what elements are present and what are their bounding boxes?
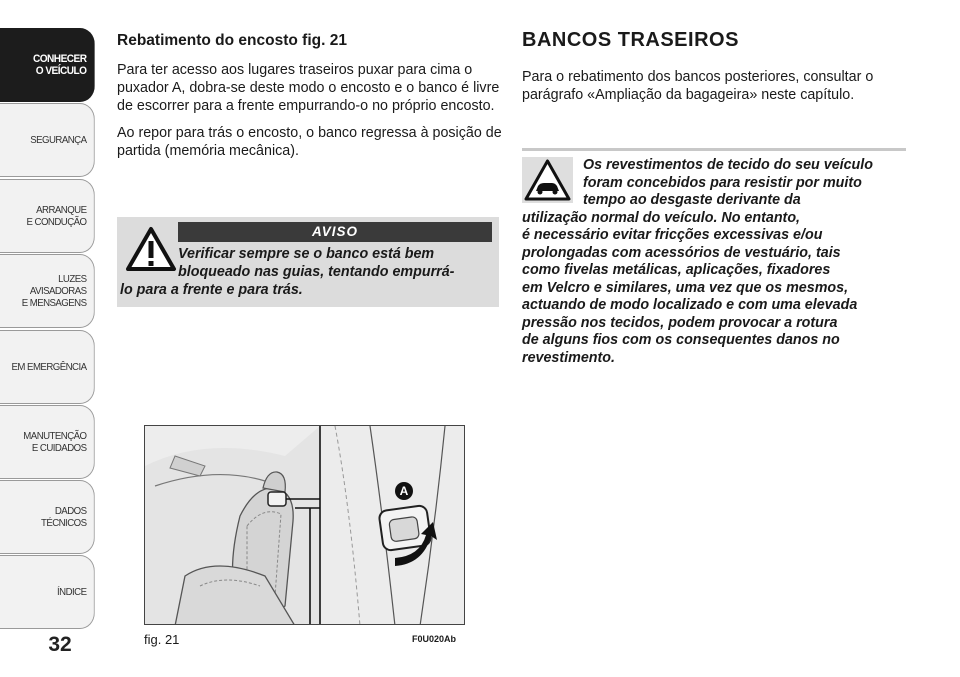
seat-drawing bbox=[145, 426, 465, 625]
warning-line: bloqueado nas guias, tentando empurrá- bbox=[178, 264, 455, 280]
tab-em-emergencia[interactable]: EM EMERGÊNCIA bbox=[0, 330, 95, 404]
note-line: é necessário evitar fricções excessivas e/ou bbox=[522, 227, 823, 243]
paragraph-repor: Ao repor para trás o encosto, o banco regressa à posição de partida (memória mecânica). bbox=[117, 125, 502, 159]
tab-dados-tecnicos[interactable]: DADOS TÉCNICOS bbox=[0, 480, 95, 554]
note-line: actuando de modo localizado e com uma elevada bbox=[522, 297, 858, 313]
divider bbox=[522, 148, 906, 151]
tab-indice[interactable]: ÍNDICE bbox=[0, 555, 95, 629]
warning-line: Verificar sempre se o banco está bem bbox=[178, 246, 435, 262]
callout-marker-a bbox=[395, 482, 413, 500]
note-line: utilização normal do veículo. No entanto, bbox=[522, 209, 801, 226]
page-number: 32 bbox=[48, 633, 72, 656]
note-line: tempo ao desgaste derivante da bbox=[583, 192, 801, 208]
note-line: foram concebidos para resistir por muito bbox=[583, 174, 862, 191]
warning-label: AVISO bbox=[178, 222, 492, 242]
seat-illustration bbox=[144, 425, 465, 625]
section-heading-rebatimento: Rebatimento do encosto fig. 21 bbox=[117, 32, 347, 49]
callout-marker-label: A bbox=[399, 484, 409, 498]
tab-manutencao-e-cuidados[interactable]: MANUTENÇÃO E CUIDADOS bbox=[0, 405, 95, 479]
note-line: de alguns fios com os consequentes danos no bbox=[522, 332, 840, 348]
tab-seguranca[interactable]: SEGURANÇA bbox=[0, 103, 95, 177]
paragraph-rebatimento: Para ter acesso aos lugares traseiros puxar para cima o puxador A, dobra-se deste modo o encosto e o banco é livre de escorrer para a frente empurrando-o no próprio encosto. bbox=[117, 62, 500, 114]
warning-line: lo para a frente e para trás. bbox=[120, 282, 303, 298]
care-note bbox=[522, 157, 912, 367]
note-line: como fivelas metálicas, aplicações, fixadores bbox=[522, 262, 831, 278]
note-line: em Velcro e similares, uma vez que os mesmos, bbox=[522, 279, 849, 296]
note-line: revestimento. bbox=[522, 349, 615, 366]
tab-luzes-avisadoras[interactable]: LUZES AVISADORAS E MENSAGENS bbox=[0, 254, 95, 328]
figure-code: F0U020Ab bbox=[412, 634, 457, 644]
note-line: Os revestimentos de tecido do seu veículo bbox=[583, 157, 874, 173]
tab-arranque-e-conducao[interactable]: ARRANQUE E CONDUÇÃO bbox=[0, 179, 95, 253]
tab-conhecer-o-veiculo[interactable]: CONHECER O VEÍCULO bbox=[0, 28, 95, 102]
paragraph-bancos-traseiros: Para o rebatimento dos bancos posteriores, consultar o parágrafo «Ampliação da bagageira» neste capítulo. bbox=[522, 69, 874, 103]
warning-text bbox=[117, 245, 499, 299]
note-line: prolongadas com acessórios de vestuário, tais bbox=[522, 244, 841, 261]
left-column bbox=[117, 32, 502, 169]
note-line: pressão nos tecidos, podem provocar a rotura bbox=[522, 314, 838, 331]
figure-caption: fig. 21 bbox=[144, 632, 180, 647]
section-heading-bancos-traseiros: BANCOS TRASEIROS bbox=[522, 29, 739, 51]
